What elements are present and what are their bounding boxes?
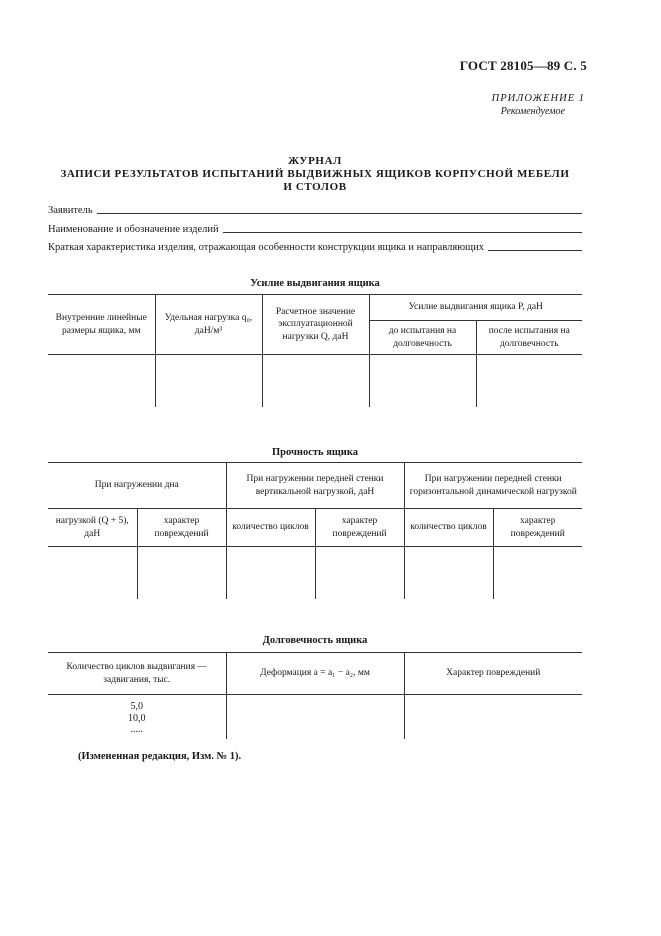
t2-group-horizontal: При нагружении передней стенки горизонтальной динамической нагрузкой (404, 463, 582, 509)
t1-cell[interactable] (262, 355, 369, 407)
t2-col-damage: характер повреждений (315, 509, 404, 547)
t2-col-load: нагрузкой (Q + 5), даН (48, 509, 137, 547)
t2-col-cycles: количество циклов (226, 509, 315, 547)
t3-row-value: ..... (130, 724, 143, 735)
journal-subtitle-cont: И СТОЛОВ (283, 181, 347, 193)
journal-title: ЖУРНАЛ (288, 155, 342, 167)
t1-cell[interactable] (369, 355, 476, 407)
t1-cell[interactable] (155, 355, 262, 407)
applicant-field[interactable] (48, 205, 582, 216)
description-label: Краткая характеристика изделия, отражающая особенности конструкции ящика и направляющих (48, 242, 485, 253)
table-drawer-force (48, 294, 582, 407)
t3-cell[interactable] (404, 695, 582, 739)
t1-cell[interactable] (476, 355, 582, 407)
table1-title: Усилие выдвигания ящика (250, 278, 380, 289)
document-code: ГОСТ 28105—89 С. 5 (459, 58, 587, 73)
table-drawer-durability (48, 652, 582, 739)
t2-cell[interactable] (404, 547, 493, 599)
applicant-line (97, 212, 582, 214)
description-field[interactable] (48, 242, 582, 253)
appendix-status: Рекомендуемое (500, 106, 565, 117)
t1-cell[interactable] (48, 355, 155, 407)
t3-cycles-values (48, 695, 226, 739)
product-label: Наименование и обозначение изделий (48, 224, 219, 235)
t2-cell[interactable] (226, 547, 315, 599)
table-drawer-strength (48, 462, 582, 599)
journal-subtitle: ЗАПИСИ РЕЗУЛЬТАТОВ ИСПЫТАНИЙ ВЫДВИЖНЫХ ЯЩИКОВ КОРПУСНОЙ МЕБЕЛИ (60, 168, 570, 180)
t2-cell[interactable] (48, 547, 137, 599)
t2-cell[interactable] (137, 547, 226, 599)
t3-cell[interactable] (226, 695, 404, 739)
t3-row-value: 5,0 (130, 701, 143, 712)
t2-col-cycles: количество циклов (404, 509, 493, 547)
t2-cell[interactable] (315, 547, 404, 599)
t2-col-damage: характер повреждений (493, 509, 582, 547)
t1-sub-after: после испытания на долговечность (476, 321, 582, 355)
t3-row-value: 10,0 (128, 712, 146, 724)
applicant-label: Заявитель (48, 205, 93, 216)
revision-note: (Измененная редакция, Изм. № 1). (78, 751, 242, 762)
product-field[interactable] (48, 224, 582, 235)
table2-title: Прочность ящика (272, 447, 358, 458)
t2-group-bottom: При нагружении дна (48, 463, 226, 509)
appendix-label: ПРИЛОЖЕНИЕ 1 (491, 93, 585, 104)
description-line (488, 249, 582, 251)
t3-col-damage: Характер повреждений (404, 653, 582, 695)
t1-sub-before: до испытания на долговечность (369, 321, 476, 355)
product-line (223, 231, 582, 233)
t2-col-damage: характер повреждений (137, 509, 226, 547)
t1-col-load: Удельная нагрузка q₀, даН/м³ (155, 295, 262, 355)
table3-title: Долговечность ящика (262, 635, 368, 646)
t1-col-force-group: Усилие выдвигания ящика P, даН (369, 295, 582, 321)
t1-col-calc: Расчетное значение эксплуатационной нагрузки Q, даН (262, 295, 369, 355)
t2-group-vertical: При нагружении передней стенки вертикальной нагрузкой, даН (226, 463, 404, 509)
t2-cell[interactable] (493, 547, 582, 599)
t1-col-dimensions: Внутренние линейные размеры ящика, мм (48, 295, 155, 355)
t3-col-cycles: Количество циклов выдвигания — задвигания, тыс. (48, 653, 226, 695)
t3-col-deformation: Деформация a = a₁ − a₂, мм (226, 653, 404, 695)
